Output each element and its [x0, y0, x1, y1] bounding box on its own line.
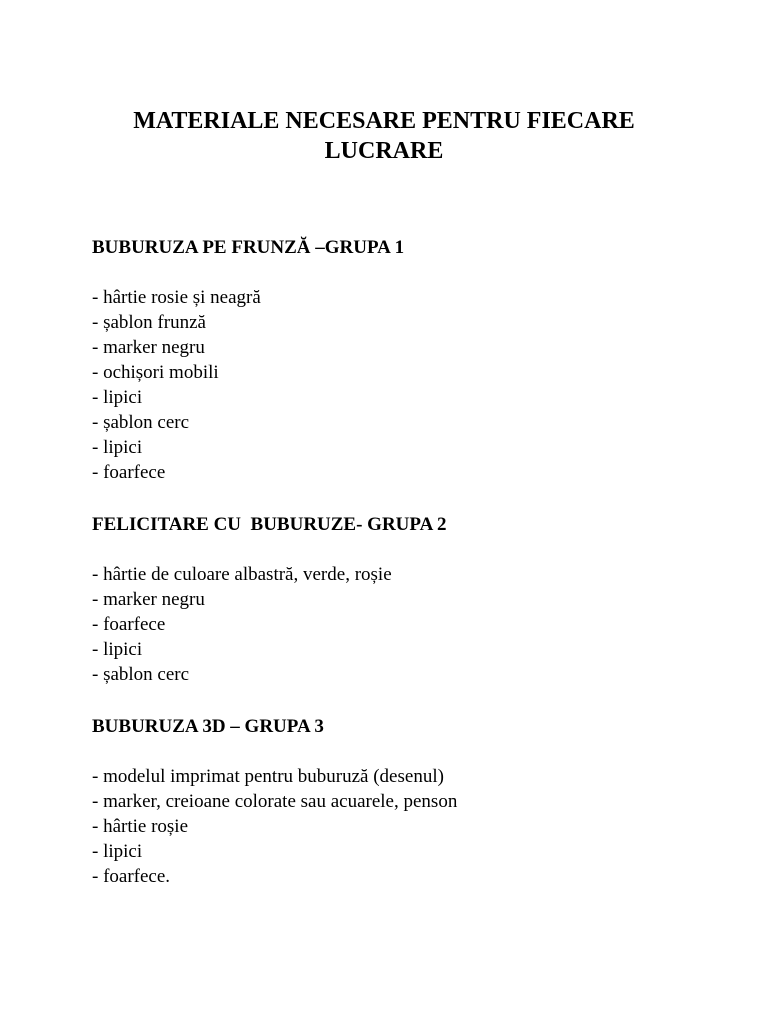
- document-title-line-1: MATERIALE NECESARE PENTRU FIECARE: [133, 108, 635, 134]
- materials-list-group-2: [92, 562, 732, 687]
- section-group-2: [92, 513, 732, 687]
- list-item: - marker negru: [92, 337, 205, 358]
- list-item: - șablon cerc: [92, 664, 190, 685]
- list-item: - modelul imprimat pentru buburuză (desenul): [92, 766, 444, 787]
- section-group-3: [92, 715, 732, 889]
- list-item: - ochișori mobili: [92, 362, 219, 383]
- section-heading-group-3: BUBURUZA 3D – GRUPA 3: [92, 716, 324, 737]
- list-item: - foarfece: [92, 614, 166, 635]
- list-item: - hârtie rosie și neagră: [92, 287, 261, 308]
- materials-list-group-3: [92, 764, 732, 889]
- document-title: [0, 106, 768, 166]
- list-item: - hârtie roșie: [92, 816, 189, 837]
- document-title-line-2: LUCRARE: [324, 138, 444, 164]
- materials-list-group-1: [92, 285, 732, 485]
- list-item: - șablon frunză: [92, 312, 206, 333]
- list-item: - hârtie de culoare albastră, verde, roșie: [92, 564, 392, 585]
- list-item: - foarfece.: [92, 866, 171, 887]
- list-item: - lipici: [92, 387, 143, 408]
- list-item: - lipici: [92, 841, 143, 862]
- list-item: - marker negru: [92, 589, 205, 610]
- list-item: - lipici: [92, 437, 143, 458]
- section-heading-group-1: BUBURUZA PE FRUNZĂ –GRUPA 1: [92, 237, 405, 258]
- section-heading-group-2: FELICITARE CU BUBURUZE- GRUPA 2: [92, 514, 447, 535]
- list-item: - marker, creioane colorate sau acuarele, penson: [92, 791, 458, 812]
- list-item: - lipici: [92, 639, 143, 660]
- list-item: - foarfece: [92, 462, 166, 483]
- section-group-1: [92, 236, 732, 485]
- list-item: - șablon cerc: [92, 412, 190, 433]
